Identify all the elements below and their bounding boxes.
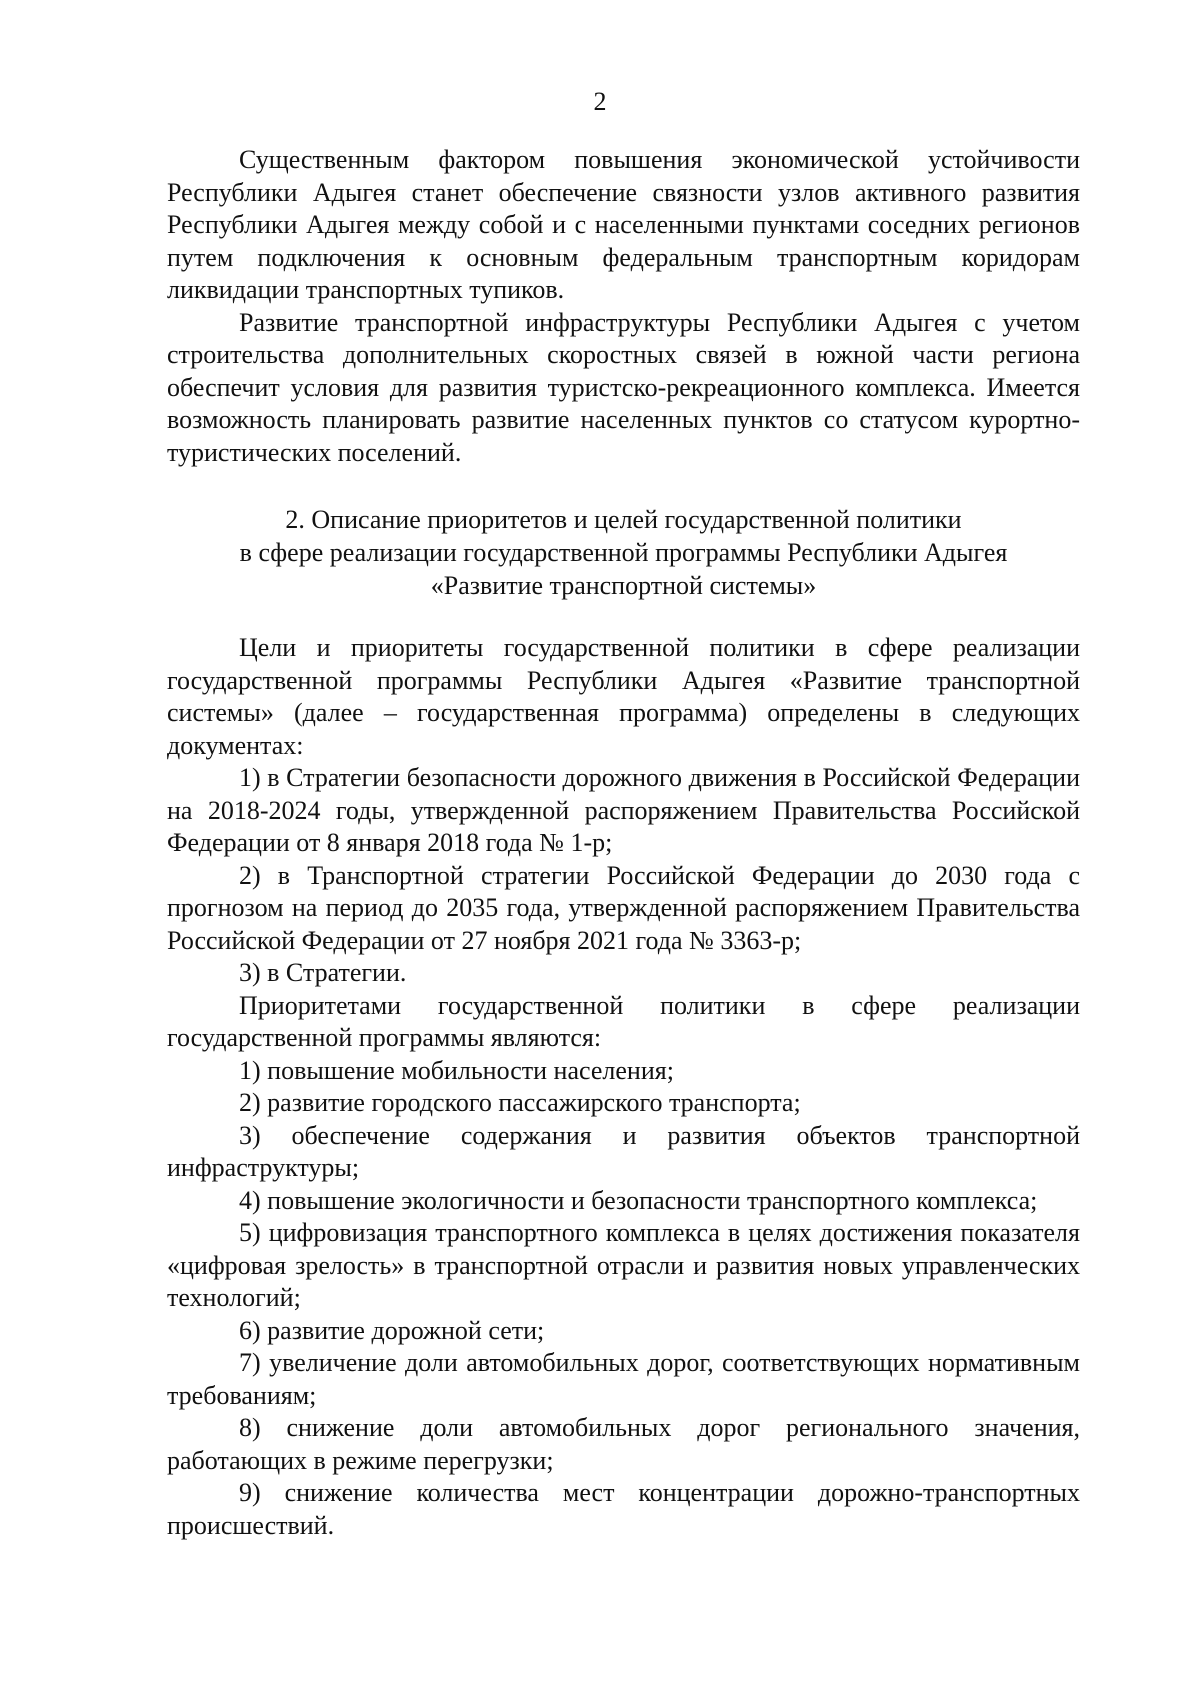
list-item: 8) снижение доли автомобильных дорог регионального значения, работающих в режиме перегрузки; [167,1413,1080,1475]
paragraph: Приоритетами государственной политики в сфере реализации государственной программы являются: [167,990,1080,1052]
section-heading [167,503,1080,602]
list-item: 3) в Стратегии. [239,958,407,987]
list-item: 9) снижение количества мест концентрации дорожно-транспортных происшествий. [167,1478,1080,1540]
paragraph: Цели и приоритеты государственной политики в сфере реализации государственной программы Республики Адыгея «Развитие транспортной системы» (далее – государственная программа) определены в следующих документах: [167,633,1080,760]
list-item: 2) развитие городского пассажирского транспорта; [239,1088,801,1117]
list-item: 5) цифровизация транспортного комплекса в целях достижения показателя «цифровая зрелость» в транспортной отрасли и развития новых управленческих технологий; [167,1218,1080,1312]
body-section [167,632,1080,1542]
list-item: 6) развитие дорожной сети; [239,1315,545,1345]
page-number: 2 [593,87,607,116]
list-item: 1) в Стратегии безопасности дорожного движения в Российской Федерации на 2018-2024 годы, утвержденной распоряжением Правительства Российской Федерации от 8 января 2018 года № 1-р; [167,763,1080,857]
section-heading-line: в сфере реализации государственной программы Республики Адыгея [239,538,1008,567]
list-item: 3) обеспечение содержания и развития объектов транспортной инфраструктуры; [167,1120,1080,1182]
list-item: 2) в Транспортной стратегии Российской Федерации до 2030 года с прогнозом на период до 2035 года, утвержденной распоряжением Правительства Российской Федерации от 27 ноября 2021 года № 3363-р; [167,860,1080,955]
intro-section [167,144,1080,469]
list-item: 1) повышение мобильности населения; [239,1055,674,1085]
paragraph: Существенным фактором повышения экономической устойчивости Республики Адыгея станет обеспечение связности узлов активного развития Республики Адыгея между собой и с населенными пунктами соседних регионов путем подключения к основным федеральным транспортным коридорам ликвидации транспортных тупиков. [167,145,1080,304]
list-item: 7) увеличение доли автомобильных дорог, соответствующих нормативным требованиям; [167,1348,1080,1410]
section-heading-line: 2. Описание приоритетов и целей государственной политики [285,505,962,534]
paragraph: Развитие транспортной инфраструктуры Республики Адыгея с учетом строительства дополнительных скоростных связей в южной части региона обеспечит условия для развития туристско-рекреационного комплекса. Имеется возможность планировать развитие населенных пунктов со статусом курортно-туристических поселений. [167,307,1080,467]
section-heading-line: «Развитие транспортной системы» [430,571,817,600]
list-item: 4) повышение экологичности и безопасности транспортного комплекса; [239,1185,1038,1215]
